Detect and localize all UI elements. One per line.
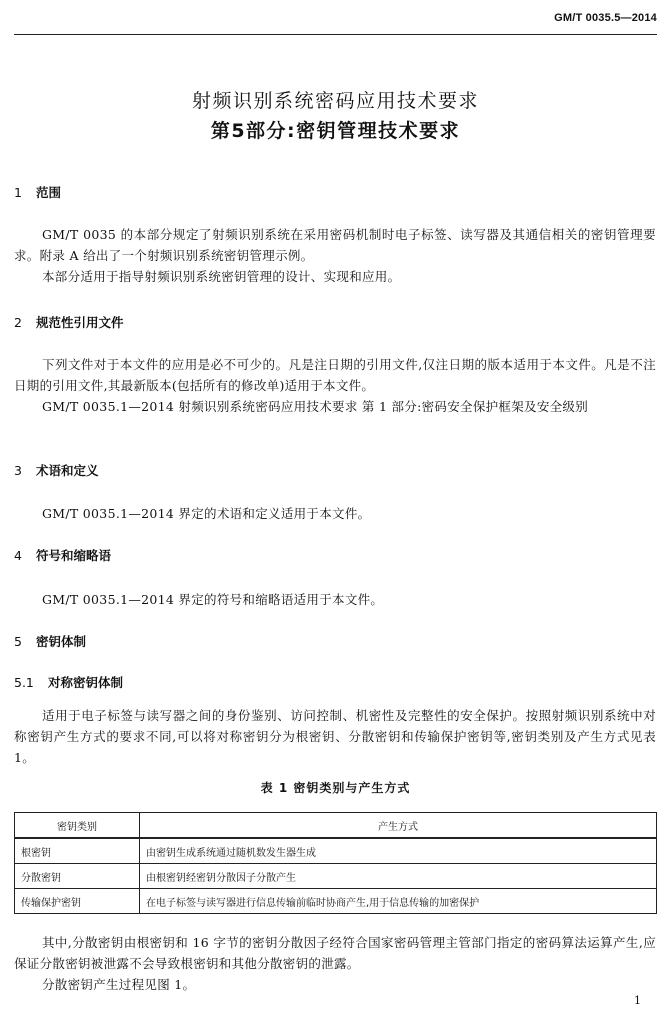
column-header: 密钥类别 — [15, 813, 140, 839]
section-title: 范围 — [36, 185, 62, 200]
standard-number: 0035.5—2014 — [585, 12, 657, 24]
table-caption: 表 1 密钥类别与产生方式 — [260, 781, 411, 795]
table-cell: 由密钥生成系统通过随机数发生器生成 — [140, 838, 657, 864]
section-1-paragraph-2: 本部分适用于指导射频识别系统密钥管理的设计、实现和应用。 — [42, 269, 401, 284]
section-title: 符号和缩略语 — [36, 548, 112, 563]
table-cell: 由根密钥经密钥分散因子分散产生 — [140, 864, 657, 889]
document-title: 射频识别系统密码应用技术要求 — [191, 90, 479, 112]
section-3-heading — [14, 461, 99, 479]
column-header: 产生方式 — [140, 813, 657, 839]
section-title: 规范性引用文件 — [36, 315, 124, 330]
standard-prefix: GM/T — [554, 12, 583, 24]
document-subtitle: 第5部分:密钥管理技术要求 — [210, 120, 461, 142]
key-types-table — [14, 812, 657, 914]
page-number: 1 — [634, 994, 641, 1007]
section-5-heading — [14, 632, 86, 650]
table-cell: 根密钥 — [15, 838, 140, 864]
table-cell: 在电子标签与读写器进行信息传输前临时协商产生,用于信息传输的加密保护 — [140, 889, 657, 914]
section-1-heading — [14, 183, 61, 201]
table-row — [15, 889, 657, 914]
section-title: 术语和定义 — [36, 463, 99, 478]
table-row — [15, 838, 657, 864]
section-2-heading — [14, 313, 124, 331]
table-cell: 传输保护密钥 — [15, 889, 140, 914]
normative-reference: GM/T 0035.1—2014 射频识别系统密码应用技术要求 第 1 部分:密码安全保护框架及安全级别 — [42, 399, 589, 414]
section-5-1-paragraph-1: 适用于电子标签与读写器之间的身份鉴别、访问控制、机密性及完整性的安全保护。按照射频识别系统中对称密钥产生方式的要求不同,可以将对称密钥分为根密钥、分散密钥和传输保护密钥等,密钥类别及产生方式见表 1。 — [14, 708, 656, 765]
section-number: 5.1 — [14, 675, 34, 690]
section-title: 对称密钥体制 — [48, 675, 124, 690]
section-1-paragraph-1: GM/T 0035 的本部分规定了射频识别系统在采用密码机制时电子标签、读写器及其通信相关的密钥管理要求。附录 A 给出了一个射频识别系统密钥管理示例。 — [14, 227, 656, 263]
table-header-row — [15, 813, 657, 839]
document-code — [554, 12, 657, 24]
header-rule — [14, 34, 657, 35]
section-number: 1 — [14, 185, 22, 200]
section-3-paragraph-1: GM/T 0035.1—2014 界定的术语和定义适用于本文件。 — [42, 506, 371, 521]
section-number: 3 — [14, 463, 22, 478]
paragraph-after-table-2: 分散密钥产生过程见图 1。 — [42, 977, 196, 992]
section-4-heading — [14, 546, 111, 564]
section-2-paragraph-1: 下列文件对于本文件的应用是必不可少的。凡是注日期的引用文件,仅注日期的版本适用于本文件。凡是不注日期的引用文件,其最新版本(包括所有的修改单)适用于本文件。 — [14, 357, 656, 393]
section-number: 4 — [14, 548, 22, 563]
section-number: 5 — [14, 634, 22, 649]
section-title: 密钥体制 — [36, 634, 87, 649]
table-row — [15, 864, 657, 889]
paragraph-after-table-1: 其中,分散密钥由根密钥和 16 字节的密钥分散因子经符合国家密码管理主管部门指定的密码算法运算产生,应保证分散密钥被泄露不会导致根密钥和其他分散密钥的泄露。 — [14, 935, 656, 971]
section-5-1-heading — [14, 673, 123, 691]
section-4-paragraph-1: GM/T 0035.1—2014 界定的符号和缩略语适用于本文件。 — [42, 592, 384, 607]
section-number: 2 — [14, 315, 22, 330]
table-cell: 分散密钥 — [15, 864, 140, 889]
